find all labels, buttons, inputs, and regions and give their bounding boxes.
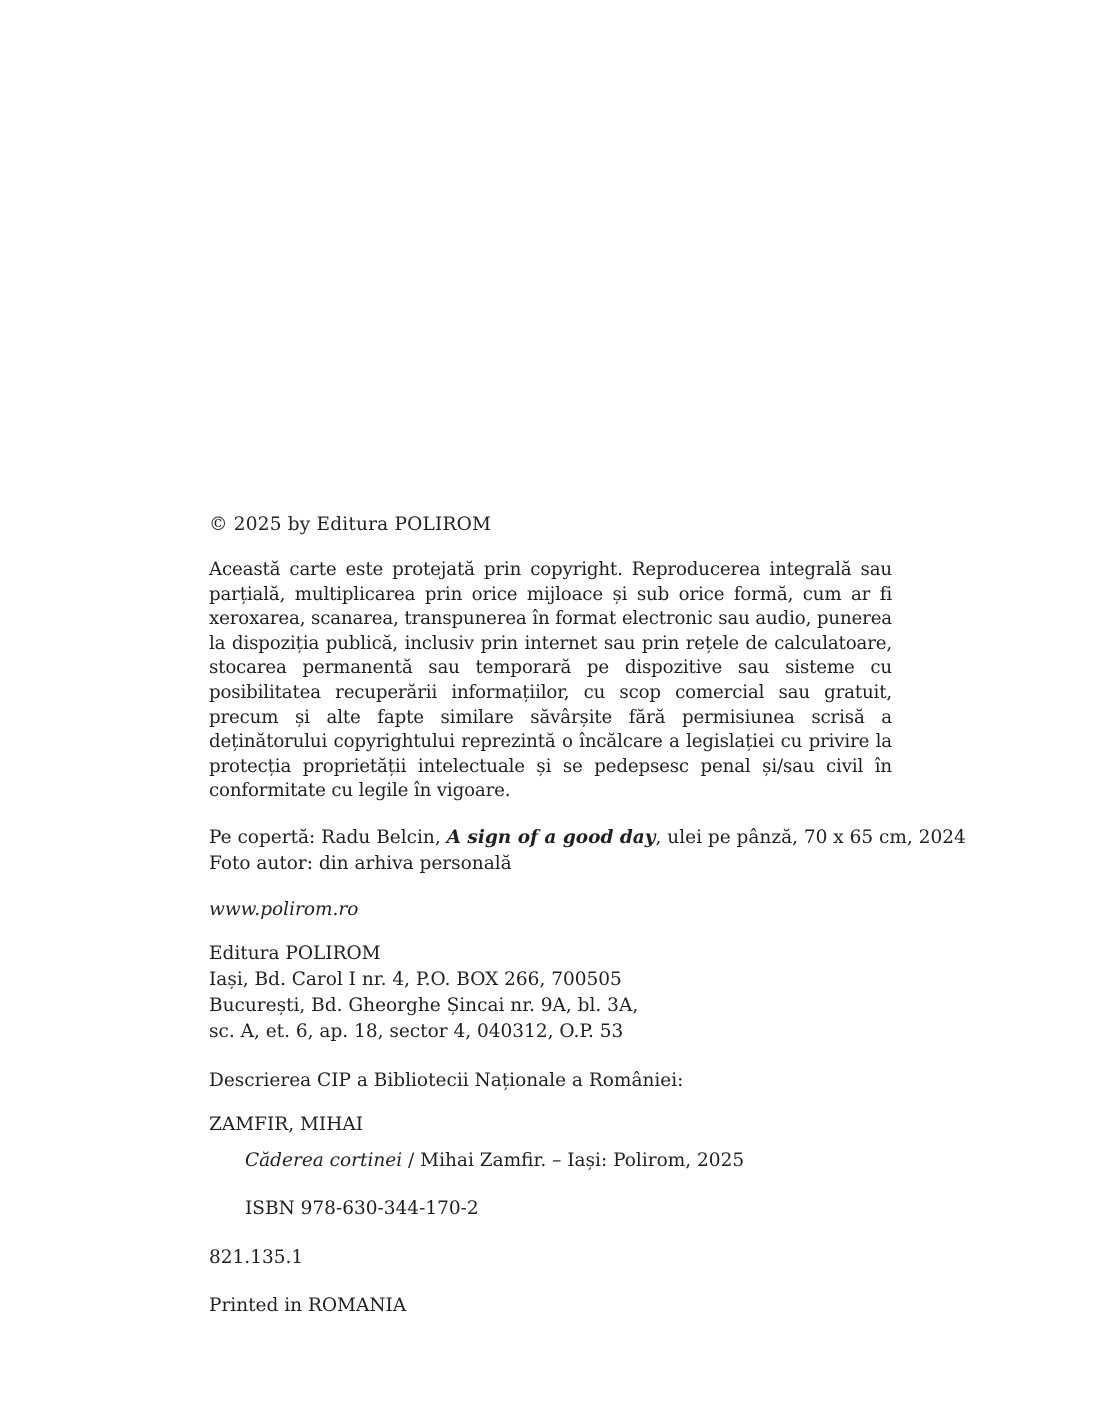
cip-book-title: Căderea cortinei [245,1149,403,1171]
cip-isbn: ISBN 978-630-344-170-2 [245,1197,479,1219]
publisher-address-block [209,941,892,1045]
cover-artist: Radu Belcin, [321,826,441,848]
cip-heading: Descrierea CIP a Bibliotecii Naționale a României: [209,1069,684,1091]
cover-credit-line [209,825,966,851]
cover-artwork-details: , ulei pe pânză, 70 x 65 cm, 2024 [655,826,966,848]
cover-artwork-title: A sign of a good day [446,826,656,848]
publisher-address-iasi: Iași, Bd. Carol I nr. 4, P.O. BOX 266, 700505 [209,968,622,990]
publisher-address-bucuresti-line2: sc. A, et. 6, ap. 18, sector 4, 040312, O.P. 53 [209,1020,624,1042]
copyright-notice: © 2025 by Editura POLIROM [209,514,492,535]
legal-notice-paragraph: Această carte este protejată prin copyright. Reproducerea integrală sau parțială, multiplicarea prin orice mijloace și sub orice formă, cum ar fi xeroxarea, scanarea, transpunerea în format electronic sau audio, punerea la dispoziția publică, inclusiv prin internet sau prin rețele de calculatoare, stocarea permanentă sau temporară pe dispozitive sau sisteme cu posibilitatea recuperării informațiilor, cu scop comercial sau gratuit, precum și alte fapte similare săvârșite fără permisiunea scrisă a deținătorului copyrightului reprezintă o încălcare a legislației cu privire la protecția proprietății intelectuale și se pedepsesc penal și/sau civil în conformitate cu legile în vigoare. [209,559,892,802]
cip-title-line [209,1148,892,1174]
publisher-name: Editura POLIROM [209,942,381,964]
cip-book-publication: / Mihai Zamfir. – Iași: Polirom, 2025 [402,1149,745,1171]
cover-label: Pe copertă: [209,826,316,848]
cip-udc-code: 821.135.1 [209,1246,304,1268]
cover-credits [209,825,966,877]
cip-description-block [209,1068,892,1271]
publisher-website-link[interactable]: www.polirom.ro [209,898,359,920]
copyright-page [209,512,966,1319]
photo-credit-line: Foto autor: din arhiva personală [209,852,512,874]
publisher-address-bucuresti-line1: București, Bd. Gheorghe Șincai nr. 9A, bl. 3A, [209,994,639,1016]
printed-in-notice: Printed in ROMANIA [209,1294,407,1316]
cip-author: ZAMFIR, MIHAI [209,1113,364,1135]
